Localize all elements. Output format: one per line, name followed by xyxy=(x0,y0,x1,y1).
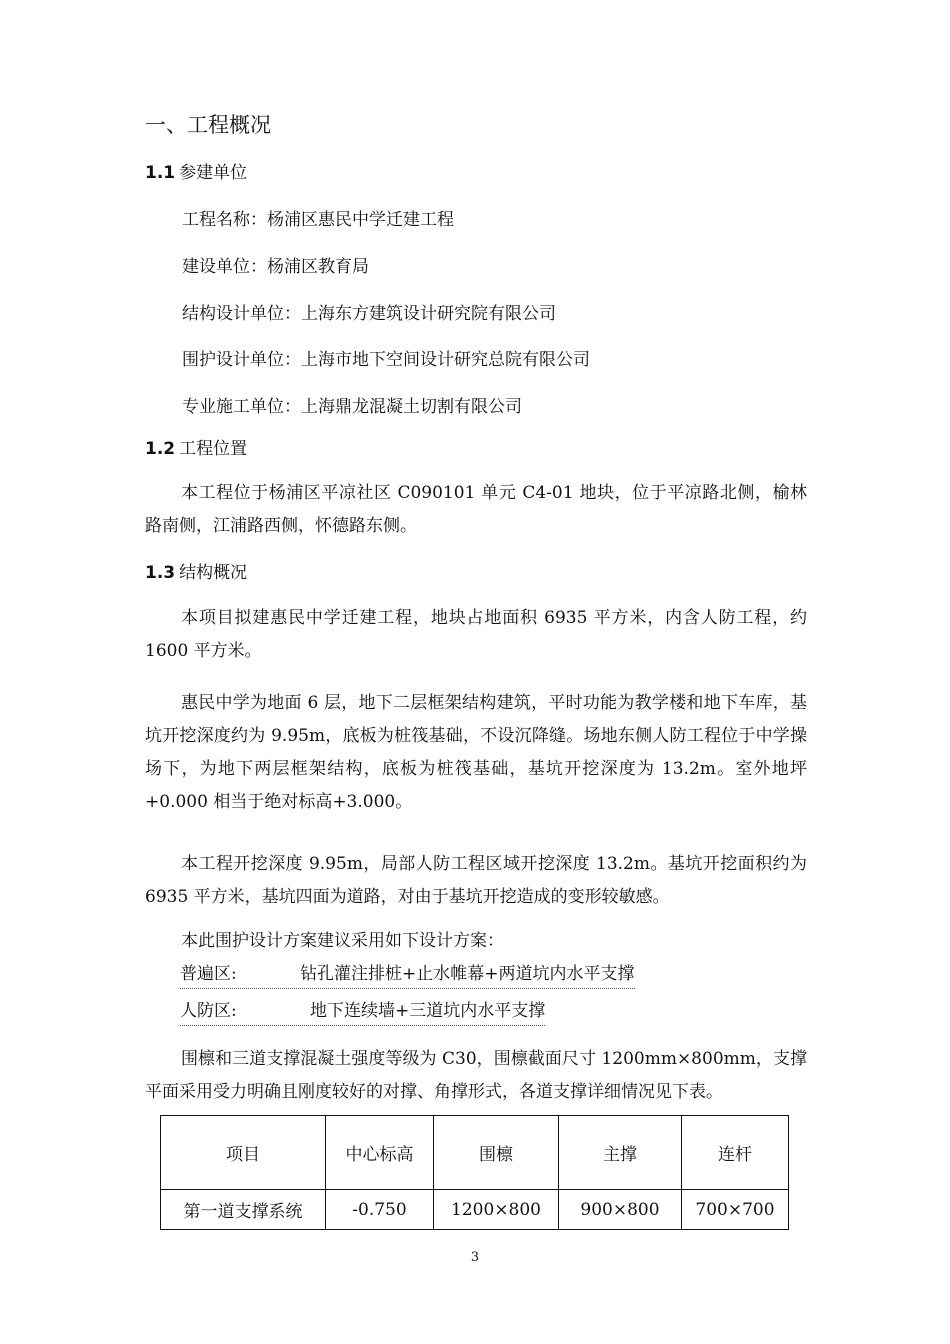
location-paragraph: 本工程位于杨浦区平凉社区 C090101 单元 C4-01 地块，位于平凉路北侧，榆林路南侧，江浦路西侧，怀德路东侧。 xyxy=(145,483,807,536)
plan-key: 普遍区: xyxy=(180,964,237,984)
heading-text: 工程位置 xyxy=(179,439,248,459)
table-header-cell: 围檩 xyxy=(434,1116,559,1190)
table-cell: -0.750 xyxy=(326,1190,434,1230)
paragraph-excavation: 本工程开挖深度 9.95m，局部人防工程区域开挖深度 13.2m。基坑开挖面积约为 6935 平方米，基坑四面为道路，对由于基坑开挖造成的变形较敏感。 xyxy=(145,854,807,907)
table-header-cell: 项目 xyxy=(161,1116,326,1190)
heading-number: 1.1 xyxy=(145,163,176,183)
unit-structural-designer xyxy=(182,303,556,325)
paragraph-structure: 惠民中学为地面 6 层，地下二层框架结构建筑，平时功能为教学楼和地下车库，基坑开挖深度约为 9.95m，底板为桩筏基础，不设沉降缝。场地东侧人防工程位于中学操场下，为地下两层框架结构，底板为桩筏基础，基坑开挖深度为 13.2m。室外地坪+0.000 相当于绝对标高+3.000。 xyxy=(145,693,807,812)
unit-retaining-designer xyxy=(182,349,590,371)
table-header-cell: 主撑 xyxy=(559,1116,682,1190)
unit-value: 上海市地下空间设计研究总院有限公司 xyxy=(301,350,590,370)
heading-1-3 xyxy=(145,562,247,584)
unit-label: 围护设计单位： xyxy=(182,350,301,370)
heading-number: 1.2 xyxy=(145,439,176,459)
unit-value: 上海东方建筑设计研究院有限公司 xyxy=(301,304,556,324)
paragraph-design-intro: 本此围护设计方案建议采用如下设计方案： xyxy=(181,931,504,951)
heading-1-2 xyxy=(145,438,247,460)
heading-1-1 xyxy=(145,162,247,184)
support-table xyxy=(160,1115,789,1230)
heading-number: 1.3 xyxy=(145,563,176,583)
unit-value: 杨浦区教育局 xyxy=(267,257,369,277)
table-header-cell: 连杆 xyxy=(682,1116,789,1190)
plan-value: 地下连续墙+三道坑内水平支撑 xyxy=(310,1001,546,1021)
unit-label: 工程名称： xyxy=(182,210,267,230)
unit-value: 杨浦区惠民中学迁建工程 xyxy=(267,210,454,230)
paragraph-site-area: 本项目拟建惠民中学迁建工程，地块占地面积 6935 平方米，内含人防工程，约 1600 平方米。 xyxy=(145,608,807,661)
table-row xyxy=(161,1190,789,1230)
heading-text: 结构概况 xyxy=(179,563,248,583)
unit-project-name xyxy=(182,209,454,231)
unit-label: 建设单位： xyxy=(182,257,267,277)
heading-text: 参建单位 xyxy=(179,163,248,183)
unit-owner xyxy=(182,256,369,278)
paragraph-support-spec: 围檩和三道支撑混凝土强度等级为 C30，围檩截面尺寸 1200mm×800mm，支撑平面采用受力明确且刚度较好的对撑、角撑形式，各道支撑详细情况见下表。 xyxy=(145,1049,807,1102)
unit-label: 结构设计单位： xyxy=(182,304,301,324)
plan-general-zone xyxy=(180,963,635,989)
table-cell: 700×700 xyxy=(682,1190,789,1230)
unit-contractor xyxy=(182,396,522,418)
table-cell: 1200×800 xyxy=(434,1190,559,1230)
table-header-row xyxy=(161,1116,789,1190)
plan-key: 人防区: xyxy=(180,1001,237,1021)
table-cell: 900×800 xyxy=(559,1190,682,1230)
plan-civil-defense-zone xyxy=(180,1000,545,1026)
table-header-cell: 中心标高 xyxy=(326,1116,434,1190)
unit-value: 上海鼎龙混凝土切割有限公司 xyxy=(301,397,522,417)
table-cell: 第一道支撑系统 xyxy=(161,1190,326,1230)
section-title: 一、工程概况 xyxy=(145,113,271,137)
plan-value: 钻孔灌注排桩+止水帷幕+两道坑内水平支撑 xyxy=(300,964,635,984)
page-number: 3 xyxy=(470,1250,480,1265)
unit-label: 专业施工单位： xyxy=(182,397,301,417)
